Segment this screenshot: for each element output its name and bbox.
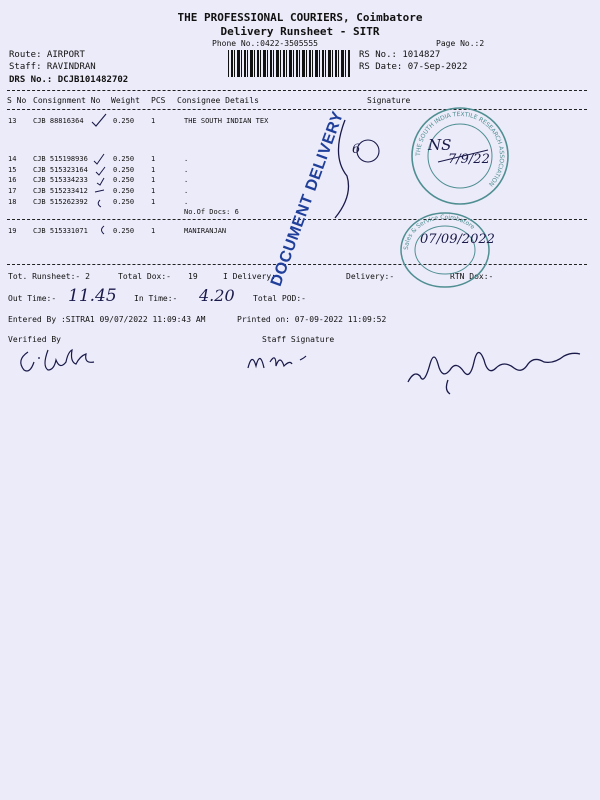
row-consignment: CJB 515331071 — [33, 227, 88, 235]
entered-by: Entered By :SITRA1 09/07/2022 11:09:43 AM — [8, 315, 206, 324]
page-number: Page No.:2 — [436, 39, 485, 48]
total-pod: Total POD:- — [253, 294, 306, 303]
row-consignee: MANIRANJAN — [184, 227, 227, 235]
check-mark — [98, 224, 118, 238]
row-consignment: CJB 88816364 — [33, 117, 84, 125]
row-consignee: . — [184, 187, 189, 195]
sitra-stamp-text: THE SOUTH INDIA TEXTILE RESEARCH ASSOCIATION — [414, 110, 506, 188]
coimbatore-stamp — [398, 210, 492, 290]
row-sno: 16 — [8, 176, 17, 184]
row-pcs: 1 — [151, 166, 156, 174]
row-pcs: 1 — [151, 117, 156, 125]
column-sno: S No — [7, 96, 27, 105]
row-pcs: 1 — [151, 198, 156, 206]
rs-date: RS Date: 07-Sep-2022 — [359, 62, 468, 72]
column-consignment: Consignment No — [33, 96, 101, 105]
sitra-hw-date: 7/9/22 — [448, 152, 490, 167]
out-time-label: Out Time:- — [8, 294, 57, 303]
tot-runsheet: Tot. Runsheet:- 2 — [8, 272, 90, 281]
sitra-hw-initials: NS — [428, 136, 452, 154]
staff-signature: Staff Signature — [262, 335, 335, 344]
row-weight: 0.250 — [113, 198, 135, 206]
check-marks — [92, 112, 122, 212]
column-signature: Signature — [367, 96, 411, 105]
verifier-signature — [14, 346, 104, 382]
row-weight: 0.250 — [113, 187, 135, 195]
row-consignment: CJB 515262392 — [33, 198, 88, 206]
column-consignee: Consignee Details — [177, 96, 259, 105]
row-pcs: 1 — [151, 187, 156, 195]
column-weight: Weight — [111, 96, 140, 105]
i-delivery: I Delivery:- — [223, 272, 281, 281]
row-sno: 17 — [8, 187, 17, 195]
total-dox-label: Total Dox:- — [118, 272, 171, 281]
row-pcs: 1 — [151, 227, 156, 235]
row-sno: 18 — [8, 198, 17, 206]
row-consignment: CJB 515323164 — [33, 166, 88, 174]
in-time-handwritten: 4.20 — [199, 286, 235, 305]
row-consignment: CJB 515198936 — [33, 155, 88, 163]
row-consignment: CJB 515233412 — [33, 187, 88, 195]
company-name: THE PROFESSIONAL COURIERS, Coimbatore — [177, 11, 423, 24]
row-pcs: 1 — [151, 176, 156, 184]
handwritten-bracket — [325, 116, 385, 226]
rtn-dox: RTN Dox:- — [450, 272, 494, 281]
row-sno: 14 — [8, 155, 17, 163]
receiver-signature — [404, 340, 584, 396]
verified-by: Verified By — [8, 335, 61, 344]
staff-signature-mark — [246, 346, 326, 380]
row-pcs: 1 — [151, 155, 156, 163]
total-dox-value: 19 — [188, 272, 198, 281]
row-sno: 13 — [8, 117, 17, 125]
out-time-handwritten: 11.45 — [68, 286, 117, 306]
barcode — [228, 50, 350, 77]
no-of-docs: No.Of Docs: 6 — [184, 208, 239, 216]
delivery: Delivery:- — [346, 272, 395, 281]
row-consignee: . — [184, 198, 189, 206]
row-consignee: . — [184, 176, 189, 184]
document-delivery-stamp: DOCUMENT DELIVERY — [267, 109, 348, 289]
row-consignment: CJB 515334233 — [33, 176, 88, 184]
phone-number: Phone No.:0422-3505555 — [212, 39, 318, 48]
runsheet-title: Delivery Runsheet - SITR — [220, 25, 380, 38]
in-time-label: In Time:- — [134, 294, 178, 303]
row-weight: 0.250 — [113, 227, 135, 235]
row-consignee: . — [184, 166, 189, 174]
column-pcs: PCS — [151, 96, 166, 105]
row-weight: 0.250 — [113, 155, 135, 163]
row-weight: 0.250 — [113, 166, 135, 174]
row-sno: 19 — [8, 227, 17, 235]
rs-number: RS No.: 1014827 — [359, 50, 441, 60]
coimbatore-hw-date: 07/09/2022 — [420, 232, 495, 247]
separator — [7, 264, 587, 265]
coimbatore-stamp-text: Sales & Service Coimbatore — [402, 213, 476, 251]
drs-number: DRS No.: DCJB101482702 — [9, 75, 129, 85]
row-weight: 0.250 — [113, 176, 135, 184]
row-consignee: THE SOUTH INDIAN TEX — [184, 117, 269, 125]
handwritten-count: 6 — [352, 142, 361, 157]
printed-on: Printed on: 07-09-2022 11:09:52 — [237, 315, 387, 324]
row-weight: 0.250 — [113, 117, 135, 125]
separator — [7, 90, 587, 91]
route: Route: AIRPORT — [9, 50, 85, 60]
row-sno: 15 — [8, 166, 17, 174]
row-consignee: . — [184, 155, 189, 163]
staff: Staff: RAVINDRAN — [9, 62, 96, 72]
